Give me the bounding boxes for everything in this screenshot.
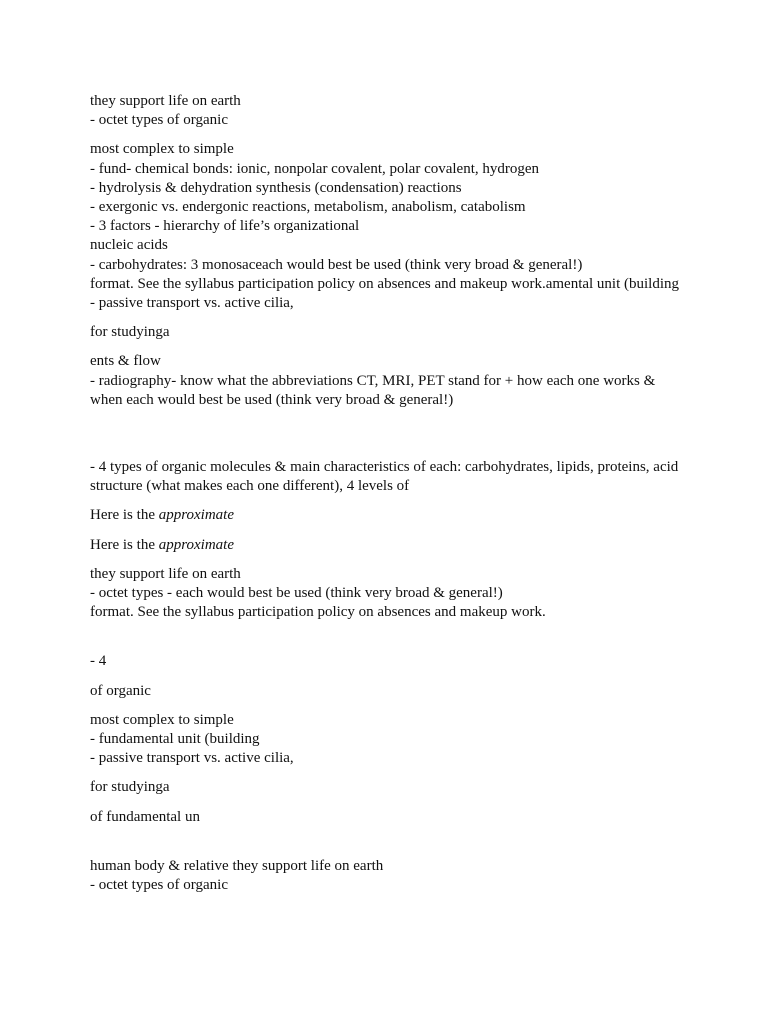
paragraph-2 bbox=[90, 140, 680, 313]
text-line: format. See the syllabus participation policy on absences and makeup work. bbox=[90, 604, 546, 621]
text-line: they support life on earth bbox=[90, 565, 241, 582]
text-line: format. See the syllabus participation policy on absences and makeup work.amental unit (building bbox=[90, 275, 680, 292]
text-line: - fundamental unit (building bbox=[90, 731, 260, 748]
paragraph-4 bbox=[90, 352, 680, 410]
text-line: of fundamental un bbox=[90, 808, 200, 825]
paragraph-12 bbox=[90, 778, 680, 797]
text-line: nucleic acids bbox=[90, 237, 168, 254]
text-line: for studyinga bbox=[90, 779, 170, 796]
text-line: human body & relative they support life on earth bbox=[90, 857, 384, 874]
text-prefix: Here is the bbox=[90, 536, 159, 553]
text-line: for studyinga bbox=[90, 324, 170, 341]
emphasis-text: approximate bbox=[158, 507, 234, 524]
paragraph-9 bbox=[90, 652, 680, 671]
text-line: - radiography- know what the abbreviations CT, MRI, PET stand for + how each one works & when each would best be used (think very broad & general!) bbox=[90, 372, 656, 408]
paragraph-5 bbox=[90, 458, 680, 496]
text-line: ents & flow bbox=[90, 353, 161, 370]
text-line: - octet types - each would best be used (think very broad & general!) bbox=[90, 585, 503, 602]
paragraph-6 bbox=[90, 506, 680, 525]
paragraph-11 bbox=[90, 711, 680, 769]
paragraph-8 bbox=[90, 565, 680, 623]
text-line: most complex to simple bbox=[90, 711, 234, 728]
paragraph-3 bbox=[90, 323, 680, 342]
emphasis-text: approximate bbox=[158, 536, 234, 553]
paragraph-7 bbox=[90, 536, 680, 555]
text-line: - 3 factors - hierarchy of life’s organizational bbox=[90, 218, 360, 235]
spacer bbox=[90, 837, 680, 857]
spacer bbox=[90, 632, 680, 652]
text-line: - carbohydrates: 3 monosaceach would best be used (think very broad & general!) bbox=[90, 256, 583, 273]
paragraph-13 bbox=[90, 808, 680, 827]
text-line: - 4 types of organic molecules & main characteristics of each: carbohydrates, lipids, proteins, acid structure (what makes each one different), 4 levels of bbox=[90, 459, 679, 495]
text-line: - passive transport vs. active cilia, bbox=[90, 295, 294, 312]
text-line: - hydrolysis & dehydration synthesis (condensation) reactions bbox=[90, 179, 462, 196]
paragraph-14 bbox=[90, 857, 680, 895]
text-line: - octet types of organic bbox=[90, 112, 229, 129]
text-line: - 4 bbox=[90, 653, 107, 670]
text-line: they support life on earth bbox=[90, 93, 241, 109]
text-line: - exergonic vs. endergonic reactions, metabolism, anabolism, catabolism bbox=[90, 199, 526, 216]
text-line: most complex to simple bbox=[90, 141, 234, 158]
text-line: - passive transport vs. active cilia, bbox=[90, 750, 294, 767]
paragraph-10 bbox=[90, 682, 680, 701]
text-line: - fund- chemical bonds: ionic, nonpolar covalent, polar covalent, hydrogen bbox=[90, 160, 540, 177]
spacer bbox=[90, 420, 680, 458]
text-line: of organic bbox=[90, 682, 151, 699]
text-line: - octet types of organic bbox=[90, 877, 229, 894]
text-prefix: Here is the bbox=[90, 507, 159, 524]
paragraph-1 bbox=[90, 92, 680, 130]
document-page bbox=[90, 92, 680, 905]
